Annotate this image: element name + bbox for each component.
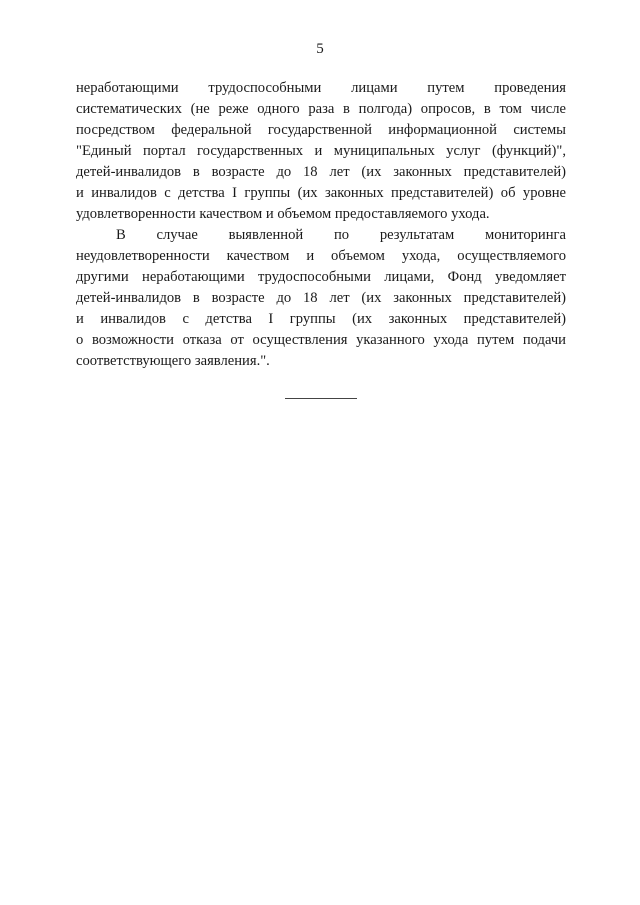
paragraph-first-line: В случае выявленной по результатам мониторинга	[116, 227, 566, 243]
document-body	[76, 78, 566, 372]
text-line: о возможности отказа от осуществления указанного ухода путем подачи	[76, 332, 566, 348]
text-line: соответствующего заявления.".	[76, 353, 270, 369]
text-line: и инвалидов с детства I группы (их законных представителей)	[76, 311, 566, 327]
text-line: другими неработающими трудоспособными лицами, Фонд уведомляет	[76, 269, 566, 285]
text-line: "Единый портал государственных и муниципальных услуг (функций)",	[76, 143, 566, 159]
text-line: посредством федеральной государственной информационной системы	[76, 122, 566, 138]
text-line: удовлетворенности качеством и объемом предоставляемого ухода.	[76, 206, 490, 222]
end-separator-line	[285, 398, 357, 399]
text-line: детей-инвалидов в возрасте до 18 лет (их законных представителей)	[76, 164, 566, 180]
text-line: и инвалидов с детства I группы (их законных представителей) об уровне	[76, 185, 566, 201]
text-line: неудовлетворенности качеством и объемом ухода, осуществляемого	[76, 248, 566, 264]
text-line: детей-инвалидов в возрасте до 18 лет (их законных представителей)	[76, 290, 566, 306]
text-line: систематических (не реже одного раза в полгода) опросов, в том числе	[76, 101, 566, 117]
text-line: неработающими трудоспособными лицами путем проведения	[76, 80, 566, 96]
page-number: 5	[316, 41, 324, 57]
